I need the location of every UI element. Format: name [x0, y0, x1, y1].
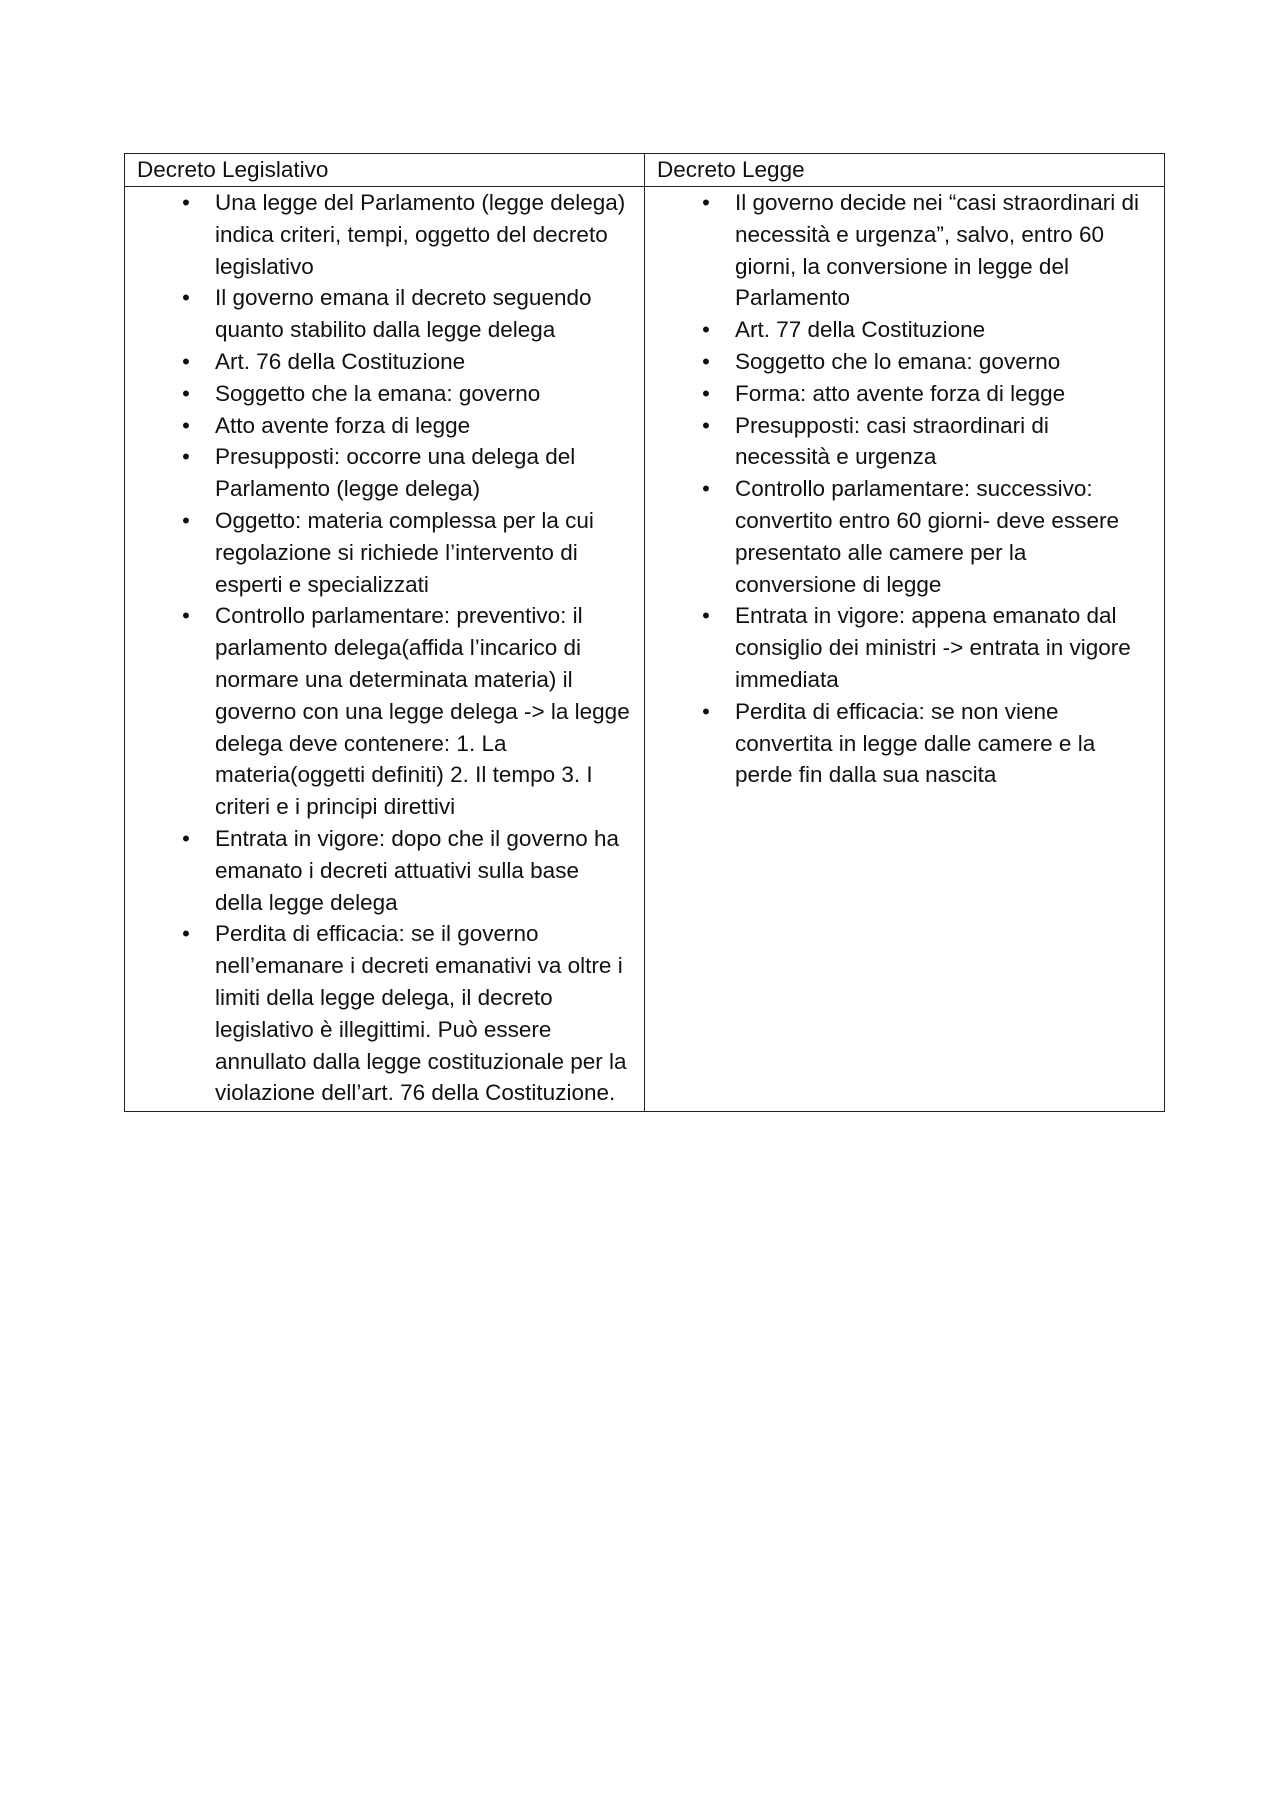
bullet-icon: • — [702, 380, 710, 406]
decreto-legge-list — [657, 187, 1154, 791]
list-item — [137, 918, 634, 1109]
list-item — [137, 187, 634, 282]
bullet-icon: • — [182, 380, 190, 406]
list-item-text: Atto avente forza di legge — [215, 412, 471, 438]
bullet-icon: • — [182, 507, 190, 533]
list-item-text: Perdita di efficacia: se il governo nell’emanare i decreti emanativi va oltre i limiti della legge delega, il decreto legislativo è illegittimi. Può essere annullato dalla legge costituzionale per la violazione dell’art. 76 della Costituzione. — [215, 921, 627, 1106]
comparison-table — [124, 153, 1165, 1112]
bullet-icon: • — [182, 603, 190, 629]
list-item-text: Forma: atto avente forza di legge — [735, 380, 1066, 406]
header-decreto-legislativo: Decreto Legislativo — [125, 154, 645, 187]
decreto-legge-cell — [645, 187, 1165, 1112]
bullet-icon: • — [702, 698, 710, 724]
list-item — [137, 346, 634, 378]
list-item — [137, 410, 634, 442]
header-decreto-legge: Decreto Legge — [645, 154, 1165, 187]
list-item — [137, 600, 634, 823]
bullet-icon: • — [182, 285, 190, 311]
list-item — [657, 600, 1154, 695]
list-item-text: Il governo emana il decreto seguendo quanto stabilito dalla legge delega — [215, 285, 592, 343]
bullet-icon: • — [182, 348, 190, 374]
bullet-icon: • — [702, 412, 710, 438]
bullet-icon: • — [702, 476, 710, 502]
list-item — [137, 282, 634, 346]
list-item — [657, 187, 1154, 314]
bullet-icon: • — [182, 825, 190, 851]
bullet-icon: • — [702, 348, 710, 374]
list-item-text: Oggetto: materia complessa per la cui regolazione si richiede l’intervento di esperti e specializzati — [215, 507, 594, 597]
bullet-icon: • — [702, 317, 710, 343]
list-item — [657, 473, 1154, 600]
list-item-text: Controllo parlamentare: successivo: convertito entro 60 giorni- deve essere presentato alle camere per la conversione di legge — [735, 476, 1119, 597]
bullet-icon: • — [182, 444, 190, 470]
bullet-icon: • — [182, 921, 190, 947]
bullet-icon: • — [182, 412, 190, 438]
list-item-text: Entrata in vigore: appena emanato dal consiglio dei ministri -> entrata in vigore immediata — [735, 603, 1131, 692]
list-item-text: Soggetto che la emana: governo — [215, 380, 541, 406]
decreto-legislativo-list — [137, 187, 634, 1109]
list-item-text: Art. 76 della Costituzione — [215, 348, 466, 374]
list-item — [657, 314, 1154, 346]
list-item-text: Controllo parlamentare: preventivo: il parlamento delega(affida l’incarico di normare una determinata materia) il governo con una legge delega -> la legge delega deve contenere: 1. La materia(oggetti definiti) 2. Il tempo 3. I criteri e i principi direttivi — [215, 603, 630, 820]
list-item-text: Una legge del Parlamento (legge delega) indica criteri, tempi, oggetto del decreto legislativo — [215, 190, 626, 279]
list-item — [137, 378, 634, 410]
list-item — [137, 505, 634, 600]
list-item-text: Presupposti: occorre una delega del Parlamento (legge delega) — [215, 444, 576, 502]
list-item — [657, 410, 1154, 474]
list-item-text: Art. 77 della Costituzione — [735, 317, 986, 343]
table-body-row — [125, 187, 1165, 1112]
bullet-icon: • — [182, 190, 190, 215]
list-item — [137, 823, 634, 918]
list-item-text: Presupposti: casi straordinari di necessità e urgenza — [735, 412, 1049, 470]
list-item-text: Perdita di efficacia: se non viene convertita in legge dalle camere e la perde fin dalla sua nascita — [735, 698, 1096, 788]
list-item — [657, 346, 1154, 378]
list-item — [137, 441, 634, 505]
list-item-text: Il governo decide nei “casi straordinari di necessità e urgenza”, salvo, entro 60 giorni, la conversione in legge del Parlamento — [735, 190, 1139, 311]
table-header-row — [125, 154, 1165, 187]
list-item — [657, 696, 1154, 791]
decreto-legislativo-cell — [125, 187, 645, 1112]
list-item-text: Entrata in vigore: dopo che il governo ha emanato i decreti attuativi sulla base della legge delega — [215, 825, 620, 915]
list-item — [657, 378, 1154, 410]
bullet-icon: • — [702, 603, 710, 629]
bullet-icon: • — [702, 190, 710, 215]
list-item-text: Soggetto che lo emana: governo — [735, 348, 1061, 374]
